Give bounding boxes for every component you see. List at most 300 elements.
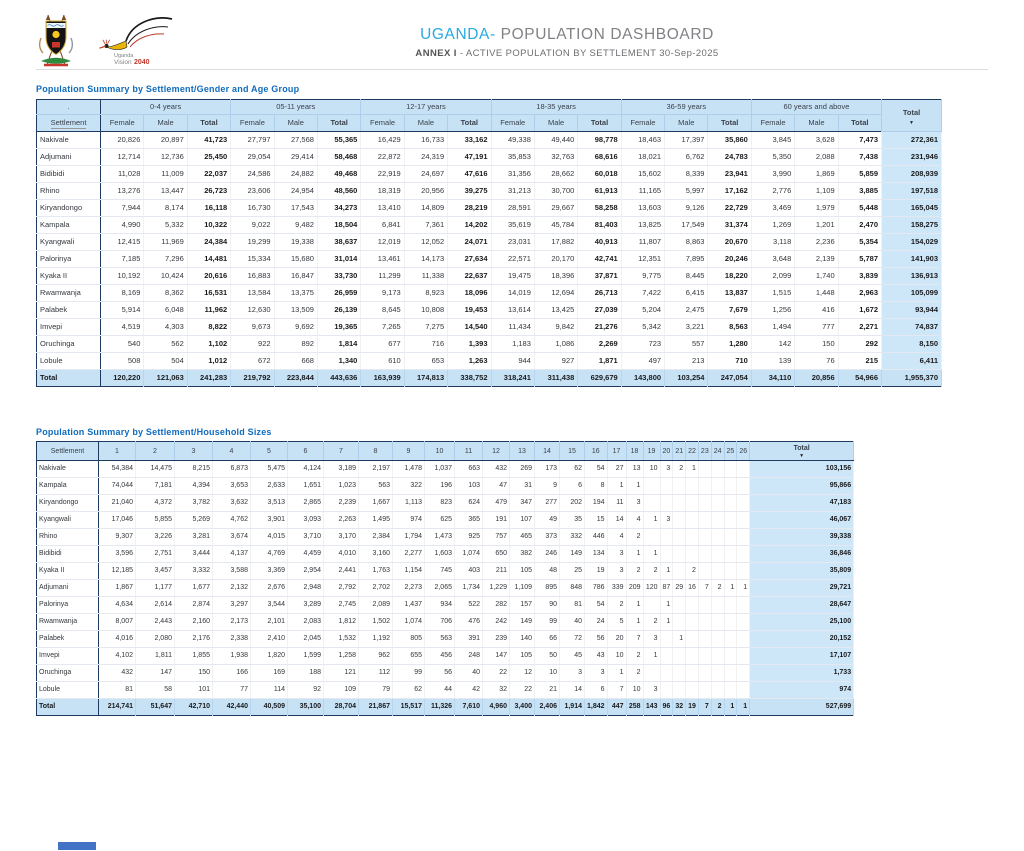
gender-column-header[interactable]: Total	[578, 115, 621, 132]
value-cell: 1	[607, 478, 626, 495]
value-cell: 3	[660, 512, 673, 529]
value-cell: 18,319	[361, 183, 404, 200]
value-cell: 10,424	[144, 268, 187, 285]
table-row	[37, 495, 854, 512]
household-size-column-header[interactable]: 2	[136, 442, 175, 461]
value-cell: 25	[560, 563, 585, 580]
value-cell: 7	[698, 580, 711, 597]
value-cell: 1	[626, 546, 643, 563]
sub-header-row	[37, 115, 942, 132]
value-cell: 109	[324, 682, 359, 699]
value-cell: 1,340	[317, 353, 360, 370]
value-cell: 3	[560, 665, 585, 682]
gender-column-header[interactable]: Male	[144, 115, 187, 132]
age-group-header[interactable]: 0-4 years	[101, 100, 231, 115]
value-cell: 610	[361, 353, 404, 370]
household-size-column-header[interactable]: 8	[359, 442, 393, 461]
settlement-cell: Rwamwanja	[37, 614, 99, 631]
value-cell: 194	[585, 495, 608, 512]
value-cell: 10	[607, 648, 626, 665]
page-subtitle-rest: - ACTIVE POPULATION BY SETTLEMENT 30-Sep-2025	[456, 48, 719, 59]
value-cell: 3,226	[136, 529, 175, 546]
value-cell: 757	[483, 529, 510, 546]
value-cell: 12	[510, 665, 535, 682]
value-cell: 87	[660, 580, 673, 597]
value-cell: 2,160	[175, 614, 213, 631]
value-cell: 4,015	[251, 529, 288, 546]
value-cell	[686, 597, 699, 614]
population-age-group-table	[36, 99, 942, 387]
settlement-cell: Imvepi	[37, 648, 99, 665]
value-cell: 432	[483, 461, 510, 478]
value-cell	[724, 648, 737, 665]
value-cell	[660, 495, 673, 512]
value-cell	[698, 529, 711, 546]
value-cell: 6,873	[213, 461, 251, 478]
value-cell: 895	[535, 580, 560, 597]
value-cell	[698, 597, 711, 614]
value-cell	[724, 631, 737, 648]
value-cell: 15,602	[621, 166, 664, 183]
value-cell: 2,406	[535, 699, 560, 716]
value-cell: 1,734	[455, 580, 483, 597]
household-size-column-header[interactable]: 9	[393, 442, 425, 461]
value-cell: 1	[660, 563, 673, 580]
value-cell	[660, 529, 673, 546]
gender-column-header[interactable]: Male	[665, 115, 708, 132]
gender-column-header[interactable]: Female	[621, 115, 664, 132]
value-cell: 16,730	[231, 200, 274, 217]
value-cell: 60,018	[578, 166, 621, 183]
value-cell: 706	[425, 614, 455, 631]
household-size-column-header[interactable]: 19	[643, 442, 660, 461]
age-group-header[interactable]: 05-11 years	[231, 100, 361, 115]
value-cell: 134	[585, 546, 608, 563]
value-cell: 8,863	[665, 234, 708, 251]
value-cell	[737, 597, 750, 614]
value-cell: 5,997	[665, 183, 708, 200]
value-cell: 3,093	[288, 512, 324, 529]
value-cell: 2	[626, 648, 643, 665]
value-cell: 58,258	[578, 200, 621, 217]
settlement-cell: Lobule	[37, 353, 101, 370]
value-cell: 1,256	[751, 302, 794, 319]
value-cell: 2,089	[359, 597, 393, 614]
value-cell: 1	[724, 699, 737, 716]
row-total-cell: 36,846	[750, 546, 854, 563]
value-cell: 22,637	[448, 268, 491, 285]
household-size-column-header[interactable]: 13	[510, 442, 535, 461]
value-cell: 11,434	[491, 319, 534, 336]
table-row	[37, 183, 942, 200]
household-size-column-header[interactable]: 21	[673, 442, 686, 461]
gender-column-header[interactable]: Total	[708, 115, 751, 132]
value-cell: 2,410	[251, 631, 288, 648]
value-cell: 27	[607, 461, 626, 478]
value-cell: 2,101	[251, 614, 288, 631]
value-cell: 213	[665, 353, 708, 370]
value-cell: 47	[483, 478, 510, 495]
gender-column-header[interactable]: Total	[187, 115, 230, 132]
settlement-column-header[interactable]: Settlement	[37, 115, 101, 132]
household-size-column-header[interactable]: 24	[711, 442, 724, 461]
household-size-column-header[interactable]: 14	[535, 442, 560, 461]
value-cell: 391	[455, 631, 483, 648]
row-total-cell: 1,955,370	[882, 370, 942, 387]
settlement-cell: Kiryandongo	[37, 200, 101, 217]
value-cell: 7,473	[838, 132, 881, 149]
value-cell: 5	[607, 614, 626, 631]
household-size-column-header[interactable]: 26	[737, 442, 750, 461]
vision-logo-country-text: Uganda	[114, 53, 134, 59]
value-cell: 2	[607, 597, 626, 614]
value-cell: 24,783	[708, 149, 751, 166]
value-cell: 1,183	[491, 336, 534, 353]
value-cell: 677	[361, 336, 404, 353]
household-size-column-header[interactable]: 4	[213, 442, 251, 461]
value-cell: 2,865	[288, 495, 324, 512]
value-cell	[698, 546, 711, 563]
value-cell: 191	[483, 512, 510, 529]
value-cell: 99	[535, 614, 560, 631]
value-cell: 277	[535, 495, 560, 512]
value-cell: 19,365	[317, 319, 360, 336]
value-cell	[724, 495, 737, 512]
value-cell: 14,481	[187, 251, 230, 268]
value-cell: 3,544	[251, 597, 288, 614]
household-size-column-header[interactable]: 3	[175, 442, 213, 461]
value-cell: 1,532	[324, 631, 359, 648]
value-cell: 7	[698, 699, 711, 716]
value-cell: 2	[673, 461, 686, 478]
value-cell: 3,189	[324, 461, 359, 478]
value-cell: 13,837	[708, 285, 751, 302]
gender-column-header[interactable]: Total	[838, 115, 881, 132]
value-cell	[724, 563, 737, 580]
value-cell	[724, 546, 737, 563]
row-total-cell: 74,837	[882, 319, 942, 336]
value-cell: 2,948	[288, 580, 324, 597]
age-group-header[interactable]: 18-35 years	[491, 100, 621, 115]
corner-cell: .	[37, 100, 101, 115]
household-size-column-header[interactable]: 25	[724, 442, 737, 461]
value-cell: 9,126	[665, 200, 708, 217]
value-cell: 1,855	[175, 648, 213, 665]
value-cell: 17,162	[708, 183, 751, 200]
value-cell: 22,037	[187, 166, 230, 183]
gender-column-header[interactable]: Female	[491, 115, 534, 132]
value-cell	[711, 563, 724, 580]
value-cell: 9,307	[99, 529, 136, 546]
total-column-header[interactable]	[882, 100, 942, 132]
value-cell: 3,845	[751, 132, 794, 149]
value-cell: 6	[585, 682, 608, 699]
household-size-column-header[interactable]: 10	[425, 442, 455, 461]
value-cell: 24,954	[274, 183, 317, 200]
value-cell: 13,603	[621, 200, 664, 217]
value-cell: 18,396	[534, 268, 577, 285]
value-cell: 1	[607, 665, 626, 682]
value-cell: 2,197	[359, 461, 393, 478]
value-cell: 42,440	[213, 699, 251, 716]
value-cell	[698, 614, 711, 631]
value-cell	[737, 563, 750, 580]
row-total-cell: 974	[750, 682, 854, 699]
household-size-column-header[interactable]: 15	[560, 442, 585, 461]
uganda-vision-2040-logo	[94, 13, 176, 69]
settlement-cell: Nakivale	[37, 132, 101, 149]
value-cell: 48	[535, 563, 560, 580]
value-cell: 3,782	[175, 495, 213, 512]
value-cell	[686, 665, 699, 682]
value-cell: 120	[643, 580, 660, 597]
value-cell: 2	[643, 563, 660, 580]
value-cell: 745	[425, 563, 455, 580]
value-cell: 1,177	[136, 580, 175, 597]
value-cell: 3,674	[213, 529, 251, 546]
page-title	[415, 26, 718, 44]
value-cell: 1,740	[795, 268, 838, 285]
value-cell: 47,191	[448, 149, 491, 166]
value-cell: 9,022	[231, 217, 274, 234]
row-total-cell: 95,866	[750, 478, 854, 495]
settlement-cell: Kyaka II	[37, 268, 101, 285]
age-group-header[interactable]: 36-59 years	[621, 100, 751, 115]
value-cell: 1,448	[795, 285, 838, 302]
value-cell: 4	[626, 512, 643, 529]
value-cell: 16	[686, 580, 699, 597]
gender-column-header[interactable]: Male	[795, 115, 838, 132]
table-row	[37, 631, 854, 648]
value-cell: 5,354	[838, 234, 881, 251]
settlement-cell: Kampala	[37, 478, 99, 495]
value-cell: 12,415	[101, 234, 144, 251]
value-cell: 34,273	[317, 200, 360, 217]
value-cell: 247,054	[708, 370, 751, 387]
value-cell: 416	[795, 302, 838, 319]
value-cell	[643, 665, 660, 682]
settlement-column-header[interactable]: Settlement	[37, 442, 99, 461]
gender-column-header[interactable]: Male	[404, 115, 447, 132]
age-group-header[interactable]: 12-17 years	[361, 100, 491, 115]
household-size-column-header[interactable]: 12	[483, 442, 510, 461]
value-cell: 3,457	[136, 563, 175, 580]
value-cell: 10,192	[101, 268, 144, 285]
household-size-column-header[interactable]: 1	[99, 442, 136, 461]
value-cell: 26,139	[317, 302, 360, 319]
value-cell: 922	[231, 336, 274, 353]
household-size-column-header[interactable]: 6	[288, 442, 324, 461]
value-cell: 4,016	[99, 631, 136, 648]
value-cell: 2,963	[838, 285, 881, 302]
gender-column-header[interactable]: Total	[448, 115, 491, 132]
gender-column-header[interactable]: Male	[274, 115, 317, 132]
value-cell	[698, 495, 711, 512]
value-cell: 14	[607, 512, 626, 529]
value-cell: 24,071	[448, 234, 491, 251]
value-cell: 121	[324, 665, 359, 682]
title-block	[415, 26, 718, 59]
household-size-column-header[interactable]: 16	[585, 442, 608, 461]
value-cell: 4,990	[101, 217, 144, 234]
household-size-column-header[interactable]: 17	[607, 442, 626, 461]
value-cell: 28,704	[324, 699, 359, 716]
gender-column-header[interactable]: Female	[361, 115, 404, 132]
value-cell: 103	[455, 478, 483, 495]
value-cell: 716	[404, 336, 447, 353]
page-title-accent: UGANDA-	[420, 26, 496, 43]
value-cell: 13,425	[534, 302, 577, 319]
value-cell: 13,825	[621, 217, 664, 234]
value-cell	[724, 461, 737, 478]
value-cell: 12,052	[404, 234, 447, 251]
value-cell: 9,775	[621, 268, 664, 285]
row-total-cell: 1,733	[750, 665, 854, 682]
value-cell: 1,651	[288, 478, 324, 495]
value-cell	[737, 682, 750, 699]
value-cell: 1,074	[393, 614, 425, 631]
value-cell: 6,841	[361, 217, 404, 234]
sort-descending-icon: ▼	[799, 452, 805, 459]
value-cell: 282	[483, 597, 510, 614]
value-cell: 2,088	[795, 149, 838, 166]
value-cell	[673, 597, 686, 614]
value-cell: 31,374	[708, 217, 751, 234]
value-cell: 90	[535, 597, 560, 614]
value-cell	[673, 478, 686, 495]
row-total-cell: 197,518	[882, 183, 942, 200]
table-row	[37, 336, 942, 353]
value-cell: 269	[510, 461, 535, 478]
gender-column-header[interactable]: Male	[534, 115, 577, 132]
value-cell: 248	[455, 648, 483, 665]
value-cell: 16,733	[404, 132, 447, 149]
value-cell	[737, 512, 750, 529]
value-cell: 447	[607, 699, 626, 716]
household-size-column-header[interactable]: 5	[251, 442, 288, 461]
table-row	[37, 529, 854, 546]
gender-column-header[interactable]: Total	[317, 115, 360, 132]
age-group-header[interactable]: 60 years and above	[751, 100, 881, 115]
row-total-cell: 158,275	[882, 217, 942, 234]
value-cell: 2,099	[751, 268, 794, 285]
value-cell: 1,023	[324, 478, 359, 495]
household-size-column-header[interactable]: 7	[324, 442, 359, 461]
value-cell: 2,384	[359, 529, 393, 546]
value-cell: 223,844	[274, 370, 317, 387]
settlement-cell: Bidibidi	[37, 166, 101, 183]
value-cell: 20,616	[187, 268, 230, 285]
value-cell: 723	[621, 336, 664, 353]
value-cell: 21	[535, 682, 560, 699]
value-cell: 2	[643, 614, 660, 631]
settlement-cell: Palorinya	[37, 597, 99, 614]
value-cell	[724, 512, 737, 529]
gender-column-header[interactable]: Female	[101, 115, 144, 132]
value-cell: 14,475	[136, 461, 175, 478]
table2-title: Population Summary by Settlement/Household Sizes	[36, 427, 272, 437]
value-cell: 16,531	[187, 285, 230, 302]
value-cell: 29,667	[534, 200, 577, 217]
value-cell	[698, 512, 711, 529]
household-size-column-header[interactable]: 18	[626, 442, 643, 461]
value-cell: 20,826	[101, 132, 144, 149]
total-column-header[interactable]	[750, 442, 854, 461]
value-cell: 497	[621, 353, 664, 370]
row-total-cell: 25,100	[750, 614, 854, 631]
value-cell: 101	[175, 682, 213, 699]
value-cell: 44	[425, 682, 455, 699]
value-cell: 1,037	[425, 461, 455, 478]
value-cell: 2,273	[393, 580, 425, 597]
value-cell: 62	[393, 682, 425, 699]
value-cell	[711, 495, 724, 512]
value-cell: 2,954	[288, 563, 324, 580]
value-cell: 6	[560, 478, 585, 495]
value-cell: 4,960	[483, 699, 510, 716]
value-cell: 1,667	[359, 495, 393, 512]
value-cell: 21,040	[99, 495, 136, 512]
household-size-column-header[interactable]: 23	[698, 442, 711, 461]
value-cell: 1,109	[795, 183, 838, 200]
value-cell: 14,540	[448, 319, 491, 336]
total-header-label: Total	[793, 444, 810, 452]
value-cell: 2,271	[838, 319, 881, 336]
gender-column-header[interactable]: Female	[231, 115, 274, 132]
page-tab[interactable]	[58, 842, 96, 850]
value-cell: 563	[425, 631, 455, 648]
household-size-column-header[interactable]: 11	[455, 442, 483, 461]
value-cell: 1	[660, 614, 673, 631]
table-row	[37, 682, 854, 699]
value-cell: 72	[560, 631, 585, 648]
gender-column-header[interactable]: Female	[751, 115, 794, 132]
value-cell: 49	[535, 512, 560, 529]
vision-logo-year-text: 2040	[134, 59, 150, 66]
value-cell	[711, 631, 724, 648]
value-cell: 23,941	[708, 166, 751, 183]
value-cell: 99	[393, 665, 425, 682]
value-cell: 7	[626, 631, 643, 648]
value-cell: 1,074	[455, 546, 483, 563]
value-cell: 27,568	[274, 132, 317, 149]
value-cell: 32,763	[534, 149, 577, 166]
household-size-column-header[interactable]: 22	[686, 442, 699, 461]
table-row	[37, 234, 942, 251]
value-cell: 19,299	[231, 234, 274, 251]
value-cell: 23,031	[491, 234, 534, 251]
value-cell: 9,673	[231, 319, 274, 336]
settlement-cell: Kyangwali	[37, 512, 99, 529]
value-cell: 11,969	[144, 234, 187, 251]
value-cell: 28,662	[534, 166, 577, 183]
value-cell: 3,990	[751, 166, 794, 183]
value-cell: 562	[144, 336, 187, 353]
value-cell: 672	[231, 353, 274, 370]
value-cell: 56	[585, 631, 608, 648]
value-cell: 10,322	[187, 217, 230, 234]
table-row	[37, 597, 854, 614]
row-total-cell: 29,721	[750, 580, 854, 597]
value-cell: 777	[795, 319, 838, 336]
value-cell: 242	[483, 614, 510, 631]
value-cell: 9,482	[274, 217, 317, 234]
value-cell: 339	[607, 580, 626, 597]
value-cell: 19,475	[491, 268, 534, 285]
household-size-column-header[interactable]: 20	[660, 442, 673, 461]
value-cell: 16,847	[274, 268, 317, 285]
value-cell: 4,459	[288, 546, 324, 563]
